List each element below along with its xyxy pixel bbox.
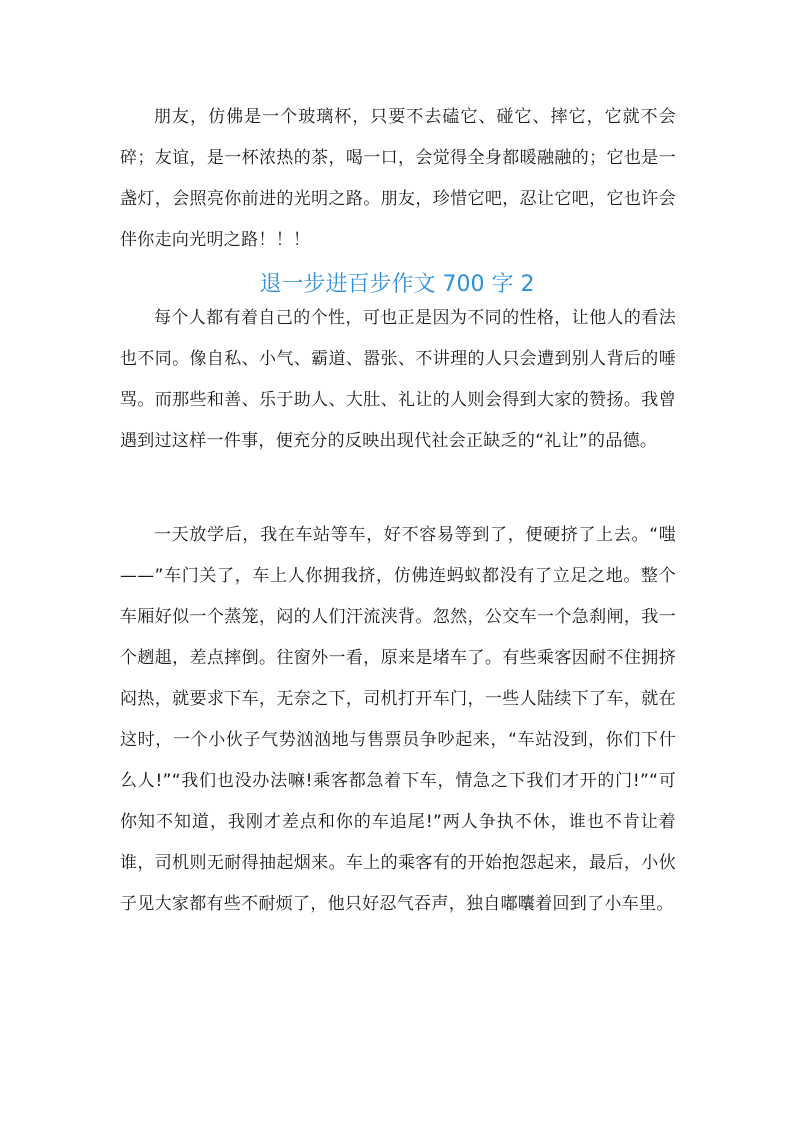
essay-heading: 退一步进百步作文 700 字 2: [259, 272, 535, 297]
paragraph-personality: 每个人都有着自己的个性，可也正是因为不同的性格，让他人的看法也不同。像自私、小气、霸道、嚣张、不讲理的人只会遭到别人背后的唾骂。而那些和善、乐于助人、大肚、礼让的人则会得到大家的赞扬。我曾遇到过这样一件事，便充分的反映出现代社会正缺乏的“礼让”的品德。: [120, 308, 676, 451]
paragraph-bus-story: 一天放学后，我在车站等车，好不容易等到了，便硬挤了上去。“嗤——”车门关了，车上人你拥我挤，仿佛连蚂蚁都没有了立足之地。整个车厢好似一个蒸笼，闷的人们汗流浃背。忽然，公交车一个急刹闸，我一个趔趄，差点摔倒。往窗外一看，原来是堵车了。有些乘客因耐不住拥挤闷热，就要求下车，无奈之下，司机打开车门，一些人陆续下了车，就在这时，一个小伙子气势汹汹地与售票员争吵起来，“车站没到，你们下什么人!”“我们也没办法嘛!乘客都急着下车，情急之下我们才开的门!”“可你知不知道，我刚才差点和你的车追尾!”两人争执不休，谁也不肯让着谁，司机则无耐得抽起烟来。车上的乘客有的开始抱怨起来，最后，小伙子见大家都有些不耐烦了，他只好忍气吞声，独自嘟囔着回到了小车里。: [120, 525, 676, 914]
paragraph-friendship: 朋友，仿佛是一个玻璃杯，只要不去磕它、碰它、摔它，它就不会碎；友谊，是一杯浓热的茶，喝一口，会觉得全身都暖融融的；它也是一盏灯，会照亮你前进的光明之路。朋友，珍惜它吧，忍让它吧，它也许会伴你走向光明之路！！！: [120, 107, 676, 250]
